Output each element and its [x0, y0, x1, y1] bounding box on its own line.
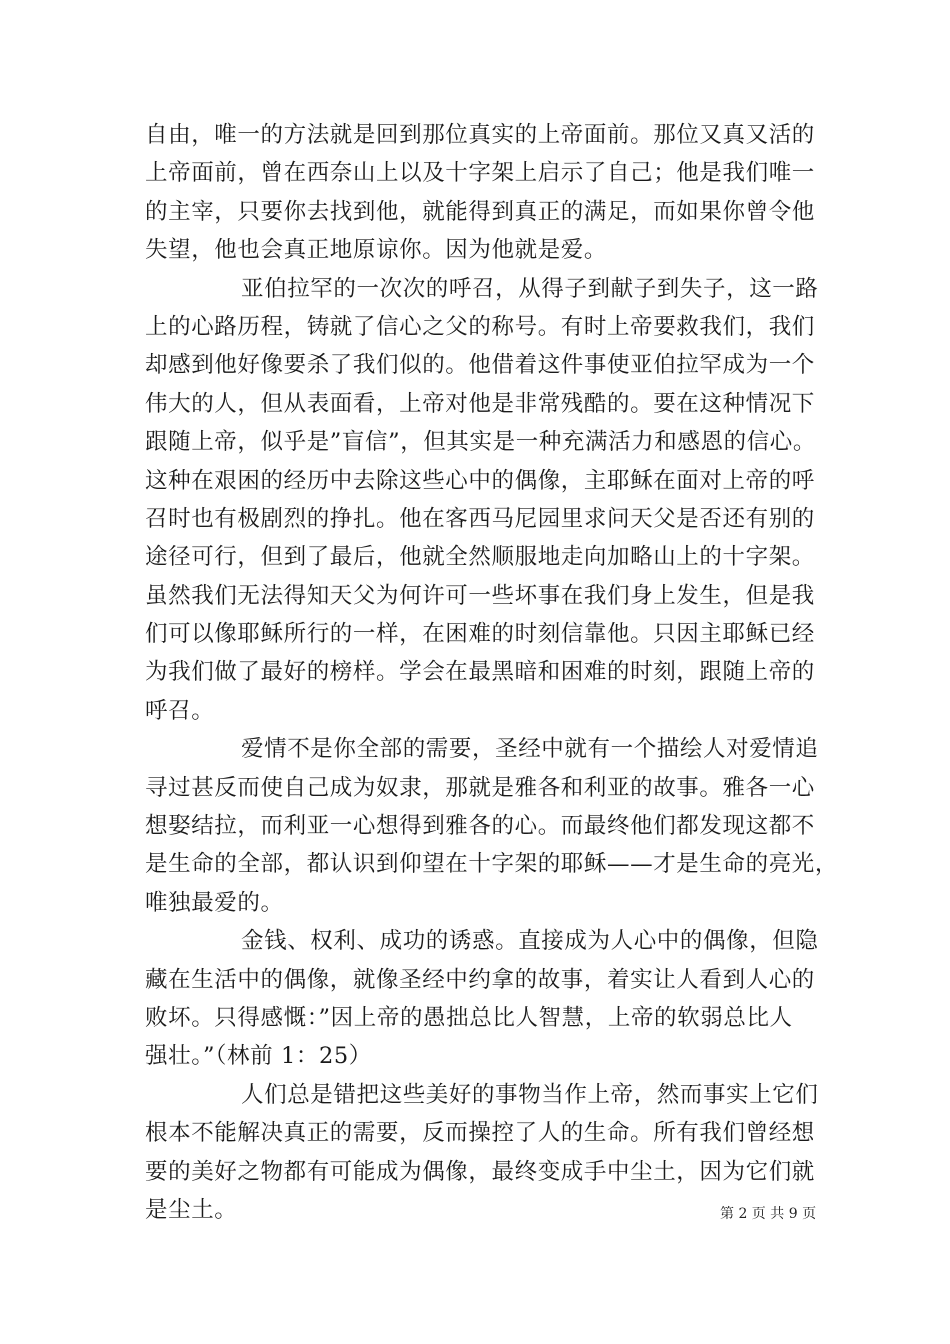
paragraph [145, 730, 839, 922]
text-line: 要的美好之物都有可能成为偶像，最终变成手中尘土，因为它们就 [145, 1158, 815, 1185]
text-line: 根本不能解决真正的需要，反而操控了人的生命。所有我们曾经想 [145, 1120, 815, 1147]
paragraph [145, 922, 819, 1076]
text-line: 人们总是错把这些美好的事物当作上帝，然而事实上它们 [241, 1081, 819, 1108]
text-line: 自由，唯一的方法就是回到那位真实的上帝面前。那位又真又活的 [145, 122, 815, 148]
paragraph [145, 116, 815, 270]
text-line: 虽然我们无法得知天父为何许可一些坏事在我们身上发生，但是我 [145, 582, 815, 609]
paragraph [145, 270, 819, 731]
page-number-label: 第 2 页 共 9 页 [720, 1206, 817, 1222]
text-line: 想娶结拉，而利亚一心想得到雅各的心。而最终他们都发现这都不 [145, 813, 815, 840]
text-line: 藏在生活中的偶像，就像圣经中约拿的故事，着实让人看到人心的 [145, 966, 815, 993]
text-line: 败坏。只得感慨：”因上帝的愚拙总比人智慧，上帝的软弱总比人 [145, 1004, 793, 1031]
text-line: 是尘土。 [145, 1196, 238, 1223]
text-line: 召时也有极剧烈的挣扎。他在客西马尼园里求问天父是否还有别的 [145, 505, 815, 532]
text-line: 的主宰，只要你去找到他，就能得到真正的满足，而如果你曾令他 [145, 198, 815, 225]
text-line: 亚伯拉罕的一次次的呼召，从得子到献子到失子，这一路 [241, 275, 819, 302]
text-line: 这种在艰困的经历中去除这些心中的偶像，主耶稣在面对上帝的呼 [145, 467, 815, 494]
text-line: 爱情不是你全部的需要，圣经中就有一个描绘人对爱情追 [241, 736, 819, 763]
text-line: 唯独最爱的。 [145, 889, 284, 916]
text-line: 伟大的人，但从表面看，上帝对他是非常残酷的。要在这种情况下 [145, 390, 815, 417]
document-body [145, 116, 839, 1229]
text-line: 呼召。 [145, 697, 215, 724]
text-line: 却感到他好像要杀了我们似的。他借着这件事使亚伯拉罕成为一个 [145, 352, 815, 379]
text-line: 跟随上帝，似乎是”盲信”，但其实是一种充满活力和感恩的信心。 [145, 429, 817, 456]
text-line: 是生命的全部，都认识到仰望在十字架的耶稣——才是生命的亮光， [145, 851, 839, 878]
text-line: 寻过甚反而使自己成为奴隶，那就是雅各和利亚的故事。雅各一心 [145, 774, 815, 801]
text-line: 金钱、权利、成功的诱惑。直接成为人心中的偶像，但隐 [241, 928, 819, 955]
text-line: 失望，他也会真正地原谅你。因为他就是爱。 [145, 237, 608, 264]
text-line: 上的心路历程，铸就了信心之父的称号。有时上帝要救我们，我们 [145, 313, 815, 340]
text-line: 们可以像耶稣所行的一样，在困难的时刻信靠他。只因主耶稣已经 [145, 621, 815, 648]
text-line: 途径可行，但到了最后，他就全然顺服地走向加略山上的十字架。 [145, 544, 815, 571]
text-line: 强壮。”（林前 1：25） [145, 1043, 372, 1070]
text-line: 为我们做了最好的榜样。学会在最黑暗和困难的时刻，跟随上帝的 [145, 659, 815, 686]
text-line: 上帝面前，曾在西奈山上以及十字架上启示了自己；他是我们唯一 [145, 160, 815, 187]
paragraph [145, 1076, 819, 1230]
